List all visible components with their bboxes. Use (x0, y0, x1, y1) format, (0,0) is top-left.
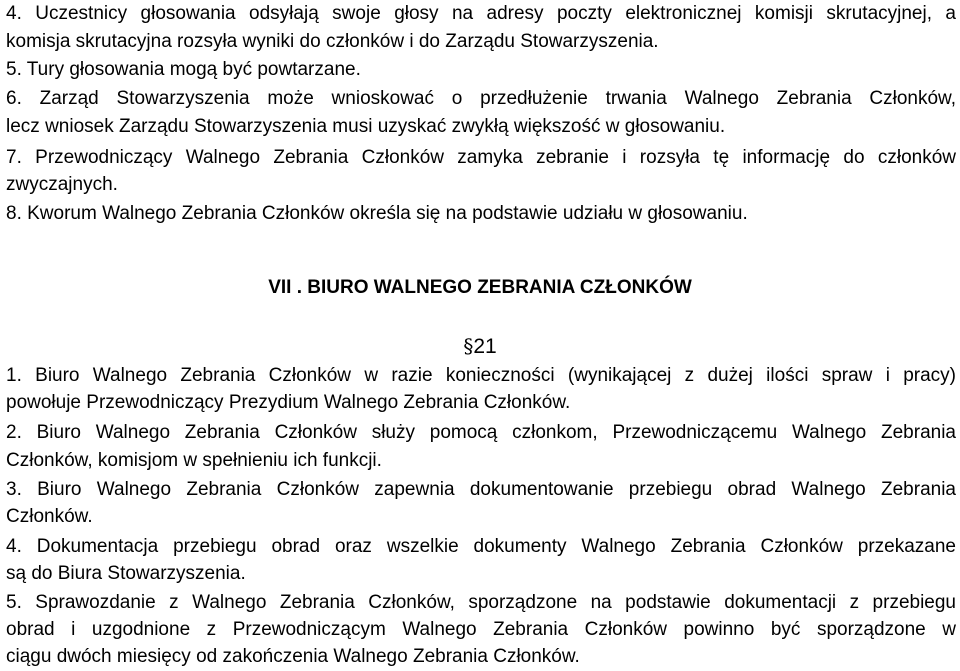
vii-item-1-line-1: 1. Biuro Walnego Zebrania Członków w razie konieczności (wynikającej z dużej ilości spraw i pracy) (6, 365, 956, 386)
paragraph-symbol: § (463, 334, 474, 358)
vi-item-6-line-2: lecz wniosek Zarządu Stowarzyszenia musi uzyskać zwykłą większość w głosowaniu. (6, 116, 726, 137)
section-vii-heading: VII . BIURO WALNEGO ZEBRANIA CZŁONKÓW (268, 277, 692, 298)
vi-item-7-line-2: zwyczajnych. (6, 174, 118, 195)
vi-item-4-line-2: komisja skrutacyjna rozsyła wyniki do członków i do Zarządu Stowarzyszenia. (6, 31, 659, 52)
vii-item-5-line-3: ciągu dwóch miesięcy od zakończenia Walnego Zebrania Członków. (6, 646, 580, 667)
vii-item-3-line-1: 3. Biuro Walnego Zebrania Członków zapewnia dokumentowanie przebiegu obrad Walnego Zebrania (6, 479, 956, 500)
vii-item-2-line-1: 2. Biuro Walnego Zebrania Członków służy pomocą członkom, Przewodniczącemu Walnego Zebrania (6, 422, 956, 443)
vii-item-4-line-2: są do Biura Stowarzyszenia. (6, 563, 246, 584)
vi-item-6-line-1: 6. Zarząd Stowarzyszenia może wnioskować o przedłużenie trwania Walnego Zebrania Członków, (6, 88, 956, 109)
vii-item-2-line-2: Członków, komisjom w spełnieniu ich funkcji. (6, 450, 382, 471)
vi-item-8-line-1: 8. Kworum Walnego Zebrania Członków określa się na podstawie udziału w głosowaniu. (6, 203, 748, 224)
vii-item-5-line-2: obrad i uzgodnione z Przewodniczącym Walnego Zebrania Członków powinno być sporządzone w (6, 619, 956, 640)
vii-item-4-line-1: 4. Dokumentacja przebiegu obrad oraz wszelkie dokumenty Walnego Zebrania Członków przekazane (6, 536, 956, 557)
vi-item-4-line-1: 4. Uczestnicy głosowania odsyłają swoje głosy na adresy poczty elektronicznej komisji skrutacyjnej, a (6, 3, 956, 24)
paragraph-number: 21 (473, 335, 497, 358)
vii-item-1-line-2: powołuje Przewodniczący Prezydium Walnego Zebrania Członków. (6, 392, 571, 413)
vi-item-7-line-1: 7. Przewodniczący Walnego Zebrania Członków zamyka zebranie i rozsyła tę informację do członków (6, 147, 956, 168)
vii-item-5-line-1: 5. Sprawozdanie z Walnego Zebrania Członków, sporządzone na podstawie dokumentacji z przebiegu (6, 592, 956, 613)
paragraph-21-label (0, 331, 960, 361)
vi-item-5-line-1: 5. Tury głosowania mogą być powtarzane. (6, 59, 361, 80)
vii-item-3-line-2: Członków. (6, 506, 93, 527)
